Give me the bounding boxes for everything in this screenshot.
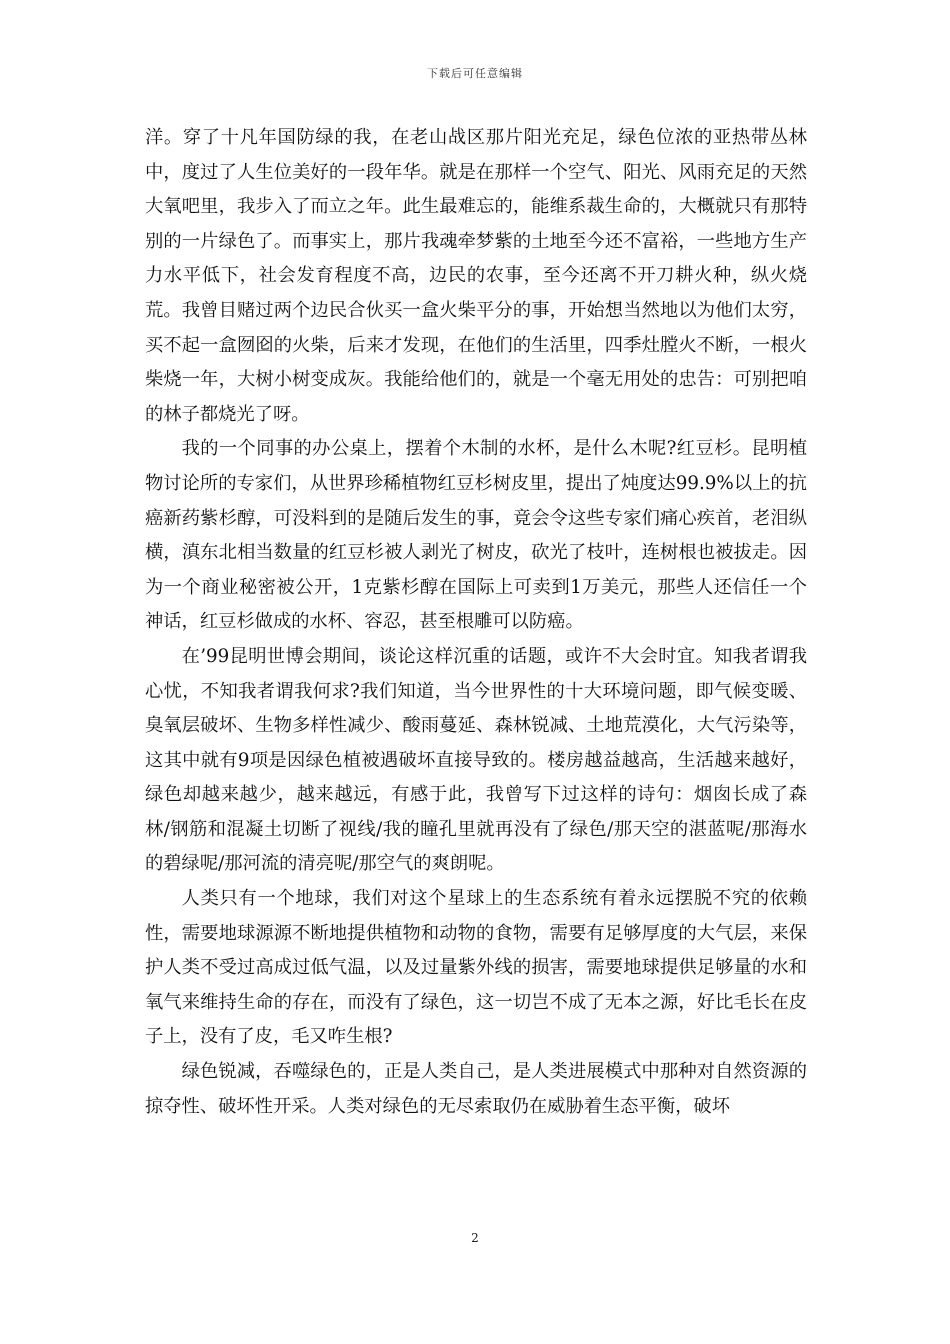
page-header: 下载后可任意编辑 — [427, 67, 523, 80]
paragraph-5: 绿色锐减，吞噬绿色的，正是人类自己，是人类进展模式中那种对自然资源的掠夺性、破坏性开采。人类对绿色的无尽索取仍在威胁着生态平衡，破坏 — [145, 1061, 807, 1117]
paragraph-4: 人类只有一个地球，我们对这个星球上的生态系统有着永远摆脱不究的依赖性，需要地球源源不断地提供植物和动物的食物，需要有足够厚度的大气层，来保护人类不受过高成过低气温，以及过量紫外线的损害，需要地球提供足够量的水和氧气来维持生命的存在，而没有了绿色，这一切岂不成了无本之源，好比毛长在皮子上，没有了皮，毛又咋生根? — [145, 888, 807, 1048]
paragraph-2: 我的一个同事的办公桌上，摆着个木制的水杯，是什么木呢?红豆杉。昆明植物讨论所的专家们，从世界珍稀植物红豆杉树皮里，提出了炖度达99.9%以上的抗癌新药紫杉醇，可没料到的是随后发生的事，竟会令这些专家们痛心疾首，老泪纵横，滇东北相当数量的红豆杉被人剥光了树皮，砍光了枝叶，连树根也被拔走。因为一个商业秘密被公开，1克紫杉醇在国际上可卖到1万美元，那些人还信任一个神话，红豆杉做成的水杯、容忍，甚至根雕可以防癌。 — [145, 438, 807, 633]
paragraph-3: 在’99昆明世博会期间，谈论这样沉重的话题，或许不大会时宜。知我者谓我心忧，不知我者谓我何求?我们知道，当今世界性的十大环境问题，即气候变暖、臭氧层破坏、生物多样性减少、酸雨蔓延、森林锐减、土地荒漠化，大气污染等，这其中就有9项是因绿色植被遇破坏直接导致的。楼房越益越高，生活越来越好，绿色却越来越少，越来越远，有感于此，我曾写下过这样的诗句：烟囱长成了森林/钢筋和混凝土切断了视线/我的瞳孔里就再没有了绿色/那天空的湛蓝呢/那海水的碧绿呢/那河流的清亮呢/那空气的爽朗呢。 — [145, 645, 807, 875]
document-body — [145, 121, 807, 1124]
page-number: 2 — [471, 1231, 479, 1245]
paragraph-1: 洋。穿了十凡年国防绿的我，在老山战区那片阳光充足，绿色位浓的亚热带丛林中，度过了人生位美好的一段年华。就是在那样一个空气、阳光、风雨充足的天然大氧吧里，我步入了而立之年。此生最难忘的，能维系裁生命的，大概就只有那特别的一片绿色了。而事实上，那片我魂牵梦紫的土地至今还不富裕，一些地方生产力水平低下，社会发育程度不高，边民的农事，至今还离不开刀耕火种，纵火烧荒。我曾目赌过两个边民合伙买一盒火柴平分的事，开始想当然地以为他们太穷，买不起一盒囫囵的火柴，后来才发现，在他们的生活里，四季灶膛火不断，一根火柴烧一年，大树小树变成灰。我能给他们的，就是一个毫无用处的忠告：可别把咱的林子都烧光了呀。 — [145, 127, 807, 425]
